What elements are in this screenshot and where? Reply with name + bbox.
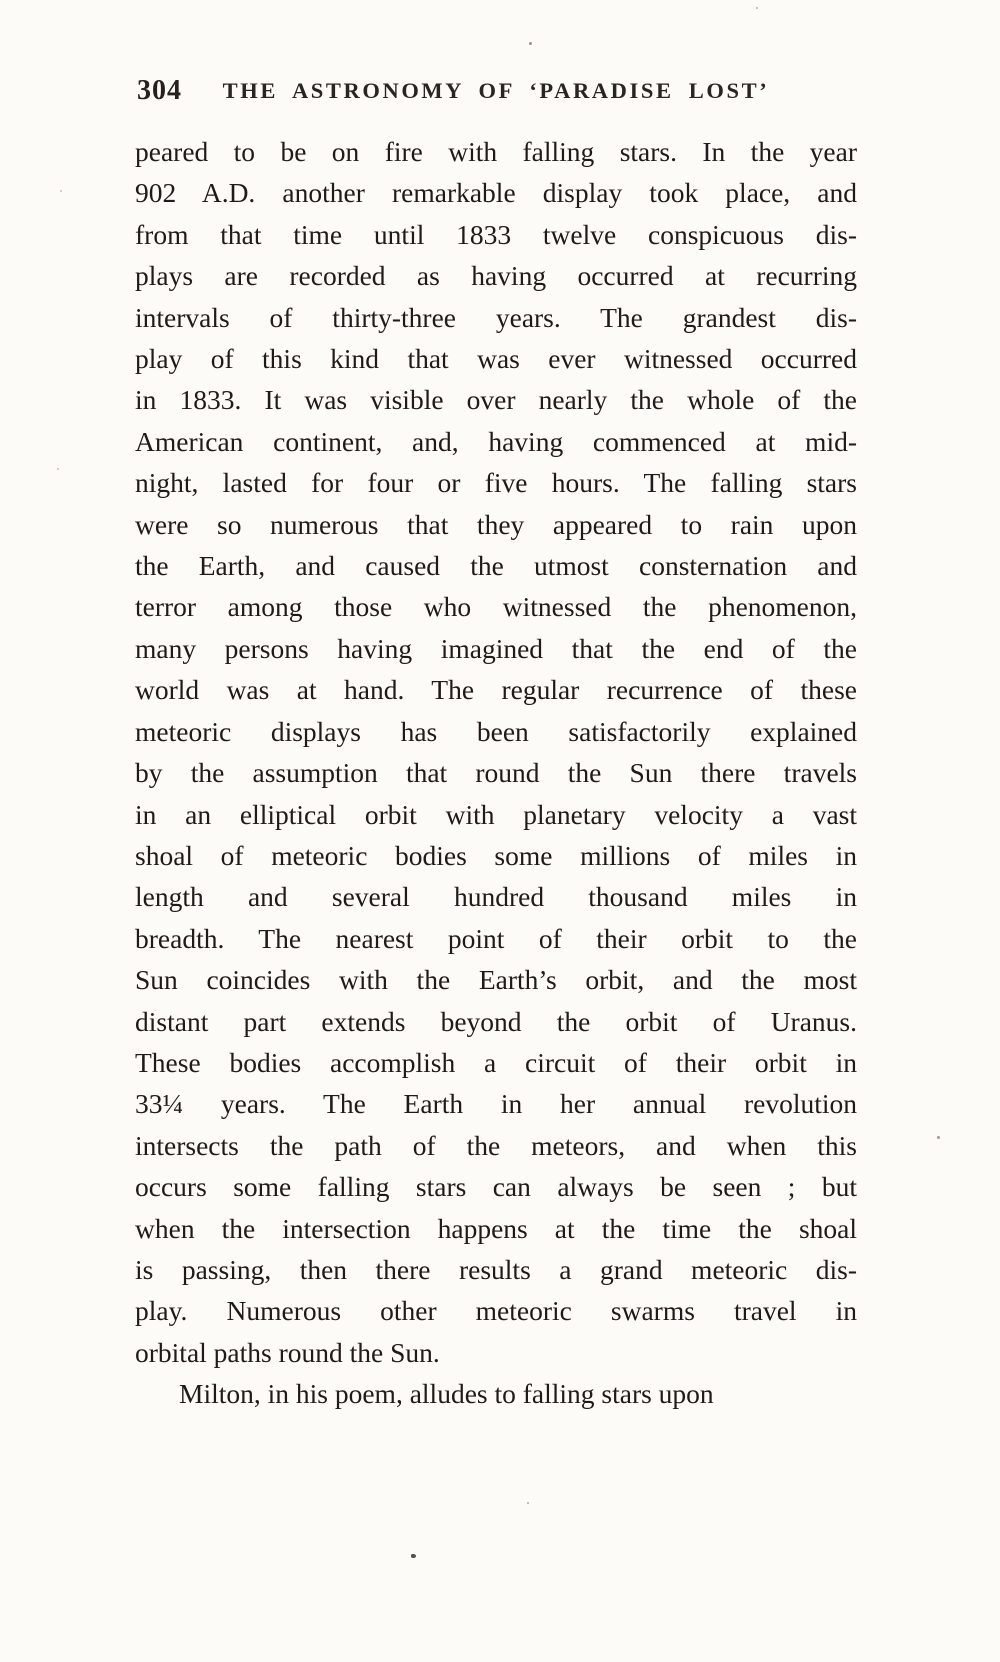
scan-speck: [411, 1554, 416, 1558]
text-line: the Earth, and caused the utmost consternation and: [135, 550, 857, 582]
scan-speck: [57, 468, 59, 470]
text-line: meteoric displays has been satisfactorily explained: [135, 715, 857, 747]
text-line: orbital paths round the Sun.: [135, 1336, 440, 1368]
text-line: were so numerous that they appeared to rain upon: [135, 508, 857, 540]
text-line: intersects the path of the meteors, and when this: [135, 1129, 857, 1161]
text-line: Sun coincides with the Earth’s orbit, and the most: [135, 964, 857, 996]
text-line: Milton, in his poem, alludes to falling stars upon: [179, 1378, 714, 1410]
scan-speck: [529, 42, 532, 45]
scan-speck: [937, 1136, 940, 1139]
text-line: from that time until 1833 twelve conspicuous dis-: [135, 218, 857, 250]
page-header: [135, 74, 857, 110]
text-line: play of this kind that was ever witnessed occurred: [135, 343, 857, 375]
text-line: when the intersection happens at the time the shoal: [135, 1212, 857, 1244]
text-line: length and several hundred thousand miles in: [135, 881, 857, 913]
scan-speck: [756, 7, 758, 9]
text-line: night, lasted for four or five hours. The falling stars: [135, 467, 857, 499]
text-line: in 1833. It was visible over nearly the whole of the: [135, 384, 857, 416]
text-line: shoal of meteoric bodies some millions of miles in: [135, 839, 857, 871]
scan-speck: [527, 1502, 529, 1504]
paragraph: [135, 1373, 857, 1414]
text-line: play. Numerous other meteoric swarms travel in: [135, 1295, 857, 1327]
text-line: distant part extends beyond the orbit of Uranus.: [135, 1005, 857, 1037]
scan-speck: [60, 190, 62, 192]
text-line: intervals of thirty-three years. The grandest dis-: [135, 301, 857, 333]
page-number: 304: [137, 75, 182, 106]
text-line: is passing, then there results a grand meteoric dis-: [135, 1253, 857, 1285]
text-line: occurs some falling stars can always be seen ; but: [135, 1171, 857, 1203]
text-line: plays are recorded as having occurred at recurring: [135, 260, 857, 292]
running-title: THE ASTRONOMY OF ‘PARADISE LOST’: [222, 78, 770, 103]
paragraph: [135, 131, 857, 1373]
text-line: 902 A.D. another remarkable display took place, and: [135, 177, 857, 209]
text-line: peared to be on fire with falling stars. In the year: [135, 136, 857, 167]
text-line: breadth. The nearest point of their orbit to the: [135, 922, 857, 954]
page-text: [135, 131, 857, 1415]
text-line: terror among those who witnessed the phenomenon,: [135, 591, 857, 623]
text-line: by the assumption that round the Sun there travels: [135, 757, 857, 789]
text-line: 33¼ years. The Earth in her annual revolution: [135, 1088, 857, 1120]
text-line: world was at hand. The regular recurrence of these: [135, 674, 857, 706]
text-line: American continent, and, having commenced at mid-: [135, 425, 857, 457]
text-line: These bodies accomplish a circuit of their orbit in: [135, 1046, 857, 1078]
text-line: many persons having imagined that the end of the: [135, 632, 857, 664]
text-line: in an elliptical orbit with planetary velocity a vast: [135, 798, 857, 830]
